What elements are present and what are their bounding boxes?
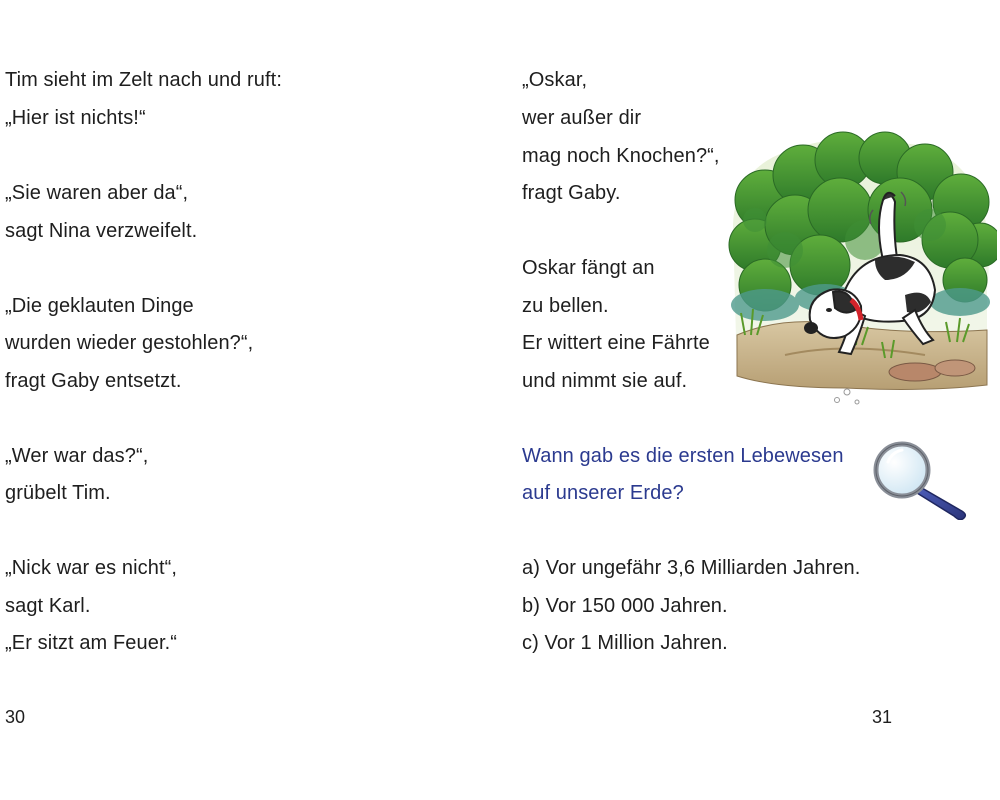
story-line: mag noch Knochen?“, [522, 145, 720, 167]
magnifying-glass-icon [872, 440, 974, 520]
story-line: „Oskar, [522, 69, 588, 91]
story-line: „Wer war das?“, [5, 445, 149, 467]
page-number-right: 31 [872, 707, 893, 727]
dog-sniffing-trail-illustration [725, 130, 997, 415]
story-line: „Er sitzt am Feuer.“ [5, 632, 178, 654]
story-line: Oskar fängt an [522, 257, 655, 279]
story-line: „Die geklauten Dinge [5, 295, 194, 317]
page-number-left: 30 [5, 707, 26, 727]
story-line: fragt Gaby. [522, 182, 621, 204]
quiz-question-line: Wann gab es die ersten Lebewesen [522, 445, 844, 467]
story-line: fragt Gaby entsetzt. [5, 370, 182, 392]
story-line: „Sie waren aber da“, [5, 182, 189, 204]
quiz-answer-a: a) Vor ungefähr 3,6 Milliarden Jahren. [522, 557, 861, 579]
story-line: „Hier ist nichts!“ [5, 107, 146, 129]
story-line: und nimmt sie auf. [522, 370, 688, 392]
story-line: Er wittert eine Fährte [522, 332, 710, 354]
quiz-question-line: auf unserer Erde? [522, 482, 684, 504]
story-line: zu bellen. [522, 295, 609, 317]
story-line: sagt Karl. [5, 595, 91, 617]
quiz-answer-b: b) Vor 150 000 Jahren. [522, 595, 728, 617]
story-line: wurden wieder gestohlen?“, [5, 332, 254, 354]
story-line: wer außer dir [522, 107, 642, 129]
story-line: grübelt Tim. [5, 482, 111, 504]
story-line: „Nick war es nicht“, [5, 557, 178, 579]
story-line: Tim sieht im Zelt nach und ruft: [5, 69, 282, 91]
quiz-answer-c: c) Vor 1 Million Jahren. [522, 632, 728, 654]
story-line: sagt Nina verzweifelt. [5, 220, 198, 242]
